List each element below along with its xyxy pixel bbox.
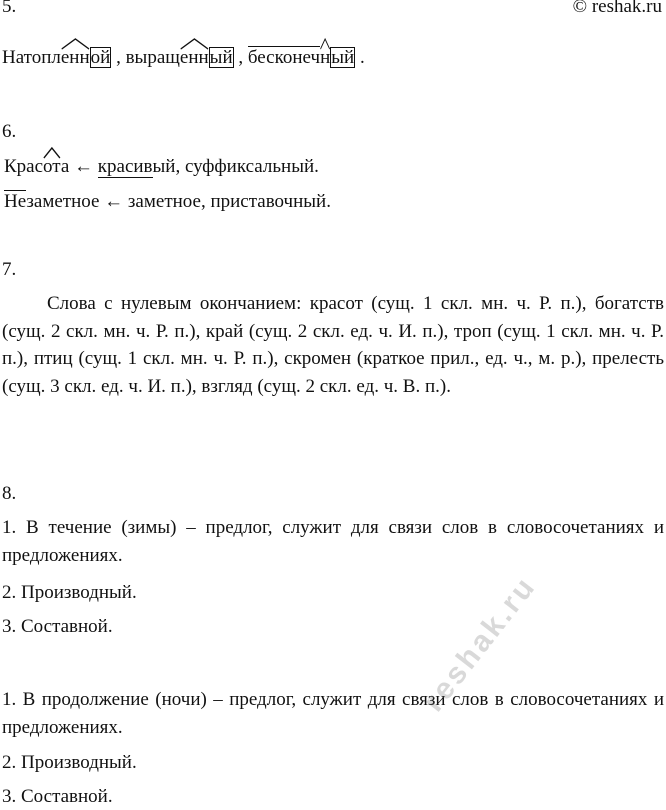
ending: ый bbox=[209, 47, 233, 68]
section-6-line-2 bbox=[4, 189, 331, 215]
section-5-number: 5. bbox=[2, 0, 17, 17]
suffix: енн bbox=[61, 47, 90, 68]
suffix: енн bbox=[180, 47, 209, 68]
answer-2-item-1: 1. В продолжение (ночи) – предлог, служит для связи слов в словосочетаниях и предложениях. bbox=[2, 689, 664, 738]
section-8-number: 8. bbox=[2, 483, 17, 504]
comma: , bbox=[116, 47, 121, 68]
section-6-line-1 bbox=[4, 154, 319, 180]
line-rest: заметное ← заметное, приставочный. bbox=[26, 191, 331, 212]
word-natoplennoy bbox=[2, 45, 111, 71]
watermark: reshak.ru bbox=[416, 569, 543, 718]
section-7-text: Слова с нулевым окончанием: красот (сущ. 1 скл. мн. ч. Р. п.), богатств (сущ. 2 скл. мн. ч. Р. п.), край (сущ. 2 скл. ед. ч. И. п.), троп (сущ. 1 скл. мн. ч. Р. п.), птиц (сущ. 1 скл. мн. ч. Р. п.), скромен (краткое прил., ед. ч., м. р.), прелесть (сущ. 3 скл. ед. ч. И. п.), взгляд (сущ. 2 скл. ед. ч. В. п.). bbox=[2, 293, 664, 397]
root: Натопл bbox=[2, 47, 61, 68]
section-7-number: 7. bbox=[2, 259, 17, 280]
root: бесконеч bbox=[247, 47, 321, 68]
root: Крас bbox=[4, 156, 44, 177]
root: выращ bbox=[125, 47, 180, 68]
arrow: ← bbox=[69, 156, 98, 177]
period: . bbox=[359, 47, 365, 68]
suffix: н bbox=[320, 47, 330, 68]
base: красив bbox=[97, 156, 153, 177]
comma: , bbox=[238, 47, 244, 68]
answer-1-item-2: 2. Производный. bbox=[2, 582, 137, 603]
section-5-words bbox=[2, 45, 365, 71]
word-vyrashchenny bbox=[126, 45, 234, 71]
answer-2-item-2: 2. Производный. bbox=[2, 752, 137, 773]
suffix: от bbox=[43, 156, 61, 177]
prefix: Не bbox=[4, 191, 27, 212]
line-rest: ый, суффиксальный. bbox=[152, 156, 319, 177]
section-6-number: 6. bbox=[2, 121, 17, 142]
answer-1-item-3: 3. Составной. bbox=[2, 616, 113, 637]
site-copyright: © reshak.ru bbox=[572, 0, 662, 17]
answer-2-item-3: 3. Составной. bbox=[2, 786, 113, 807]
answer-1-item-1: 1. В течение (зимы) – предлог, служит для связи слов в словосочетаниях и предложениях. bbox=[2, 517, 664, 566]
word-beskonechny bbox=[248, 45, 355, 71]
ending: а bbox=[60, 156, 70, 177]
ending: ый bbox=[331, 47, 355, 68]
ending: ой bbox=[90, 47, 111, 68]
